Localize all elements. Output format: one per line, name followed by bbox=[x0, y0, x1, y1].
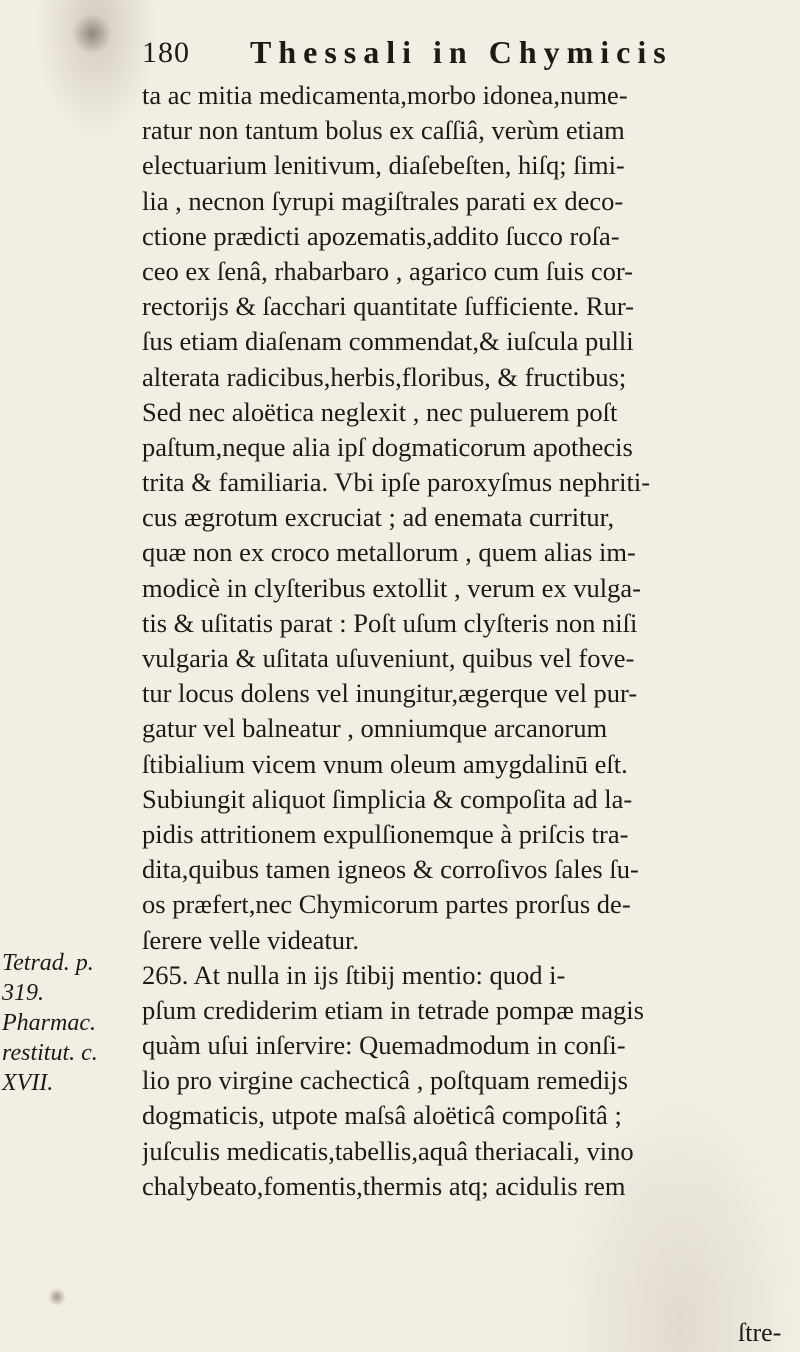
text-line: dogmaticis, utpote maſsâ aloëticâ compoſitâ ; bbox=[142, 1100, 622, 1131]
text-line: rectorijs & ſacchari quantitate ſufficiente. Rur- bbox=[142, 291, 634, 322]
page-number: 180 bbox=[142, 36, 190, 69]
text-line: Subiungit aliquot ſimplicia & compoſita ad la- bbox=[142, 783, 633, 814]
ink-stain-left bbox=[48, 1288, 66, 1306]
text-line: chalybeato,fomentis,thermis atq; acidulis rem bbox=[142, 1170, 626, 1201]
text-line: ta ac mitia medicamenta,morbo idonea,nume- bbox=[142, 80, 628, 110]
text-line: tur locus dolens vel inungitur,ægerque vel pur- bbox=[142, 678, 638, 709]
text-line: ceo ex ſenâ, rhabarbaro , agarico cum ſuis cor- bbox=[142, 255, 633, 286]
text-line: lia , necnon ſyrupi magiſtrales parati ex deco- bbox=[142, 185, 624, 216]
text-line: alterata radicibus,herbis,floribus, & fructibus; bbox=[142, 361, 627, 392]
text-line: paſtum,neque alia ipſ dogmaticorum apothecis bbox=[142, 431, 633, 462]
margin-note-line: XVII. bbox=[2, 1070, 54, 1096]
text-line: trita & familiaria. Vbi ipſe paroxyſmus nephriti- bbox=[142, 467, 651, 498]
catchword: ſtre- bbox=[738, 1318, 782, 1347]
margin-note-line: restitut. c. bbox=[2, 1040, 98, 1066]
text-line: pſum crediderim etiam in tetrade pompæ magis bbox=[142, 994, 644, 1025]
ink-stain-top-left bbox=[72, 14, 112, 54]
margin-note-line: Pharmac. bbox=[2, 1010, 96, 1036]
text-line: modicè in clyſteribus extollit , verum ex vulga- bbox=[142, 572, 641, 603]
body-text bbox=[142, 78, 782, 1204]
text-line: os præfert,nec Chymicorum partes prorſus de- bbox=[142, 889, 631, 920]
text-line: ſtibialium vicem vnum oleum amygdalinū eſt. bbox=[142, 748, 628, 779]
text-line: lio pro virgine cachecticâ , poſtquam remedijs bbox=[142, 1065, 628, 1096]
text-line: gatur vel balneatur , omniumque arcanorum bbox=[142, 713, 608, 744]
text-line: electuarium lenitivum, diaſebeſten, hiſq; ſimi- bbox=[142, 150, 625, 181]
margin-note-line: Tetrad. p. bbox=[2, 950, 94, 976]
margin-note-line: 319. bbox=[2, 980, 44, 1006]
text-line: cus ægrotum excruciat ; ad enemata curritur, bbox=[142, 502, 615, 533]
text-line: ſus etiam diaſenam commendat,& iuſcula pulli bbox=[142, 326, 634, 357]
text-line: pidis attritionem expulſionemque à priſcis tra- bbox=[142, 818, 629, 849]
running-title: Thessali in Chymicis bbox=[250, 34, 673, 70]
text-line: Sed nec aloëtica neglexit , nec puluerem poſt bbox=[142, 396, 618, 427]
text-line: ſerere velle videatur. bbox=[142, 924, 360, 955]
text-line: 265. At nulla in ijs ſtibij mentio: quod i- bbox=[142, 959, 566, 990]
page-header bbox=[142, 28, 742, 74]
text-line: tis & uſitatis parat : Poſt uſum clyſteris non niſi bbox=[142, 607, 638, 638]
text-line: quàm uſui inſervire: Quemadmodum in conſi- bbox=[142, 1030, 626, 1061]
margin-note bbox=[2, 948, 132, 1098]
text-line: quæ non ex croco metallorum , quem alias im- bbox=[142, 537, 636, 568]
text-line: ratur non tantum bolus ex caſſiâ, verùm etiam bbox=[142, 115, 625, 146]
text-line: dita,quibus tamen igneos & corroſivos ſales ſu- bbox=[142, 854, 639, 885]
text-line: vulgaria & uſitata uſuveniunt, quibus vel fove- bbox=[142, 643, 635, 673]
text-line: juſculis medicatis,tabellis,aquâ theriacali, vino bbox=[142, 1135, 634, 1166]
text-line: ctione prædicti apozematis,addito ſucco roſa- bbox=[142, 220, 620, 251]
